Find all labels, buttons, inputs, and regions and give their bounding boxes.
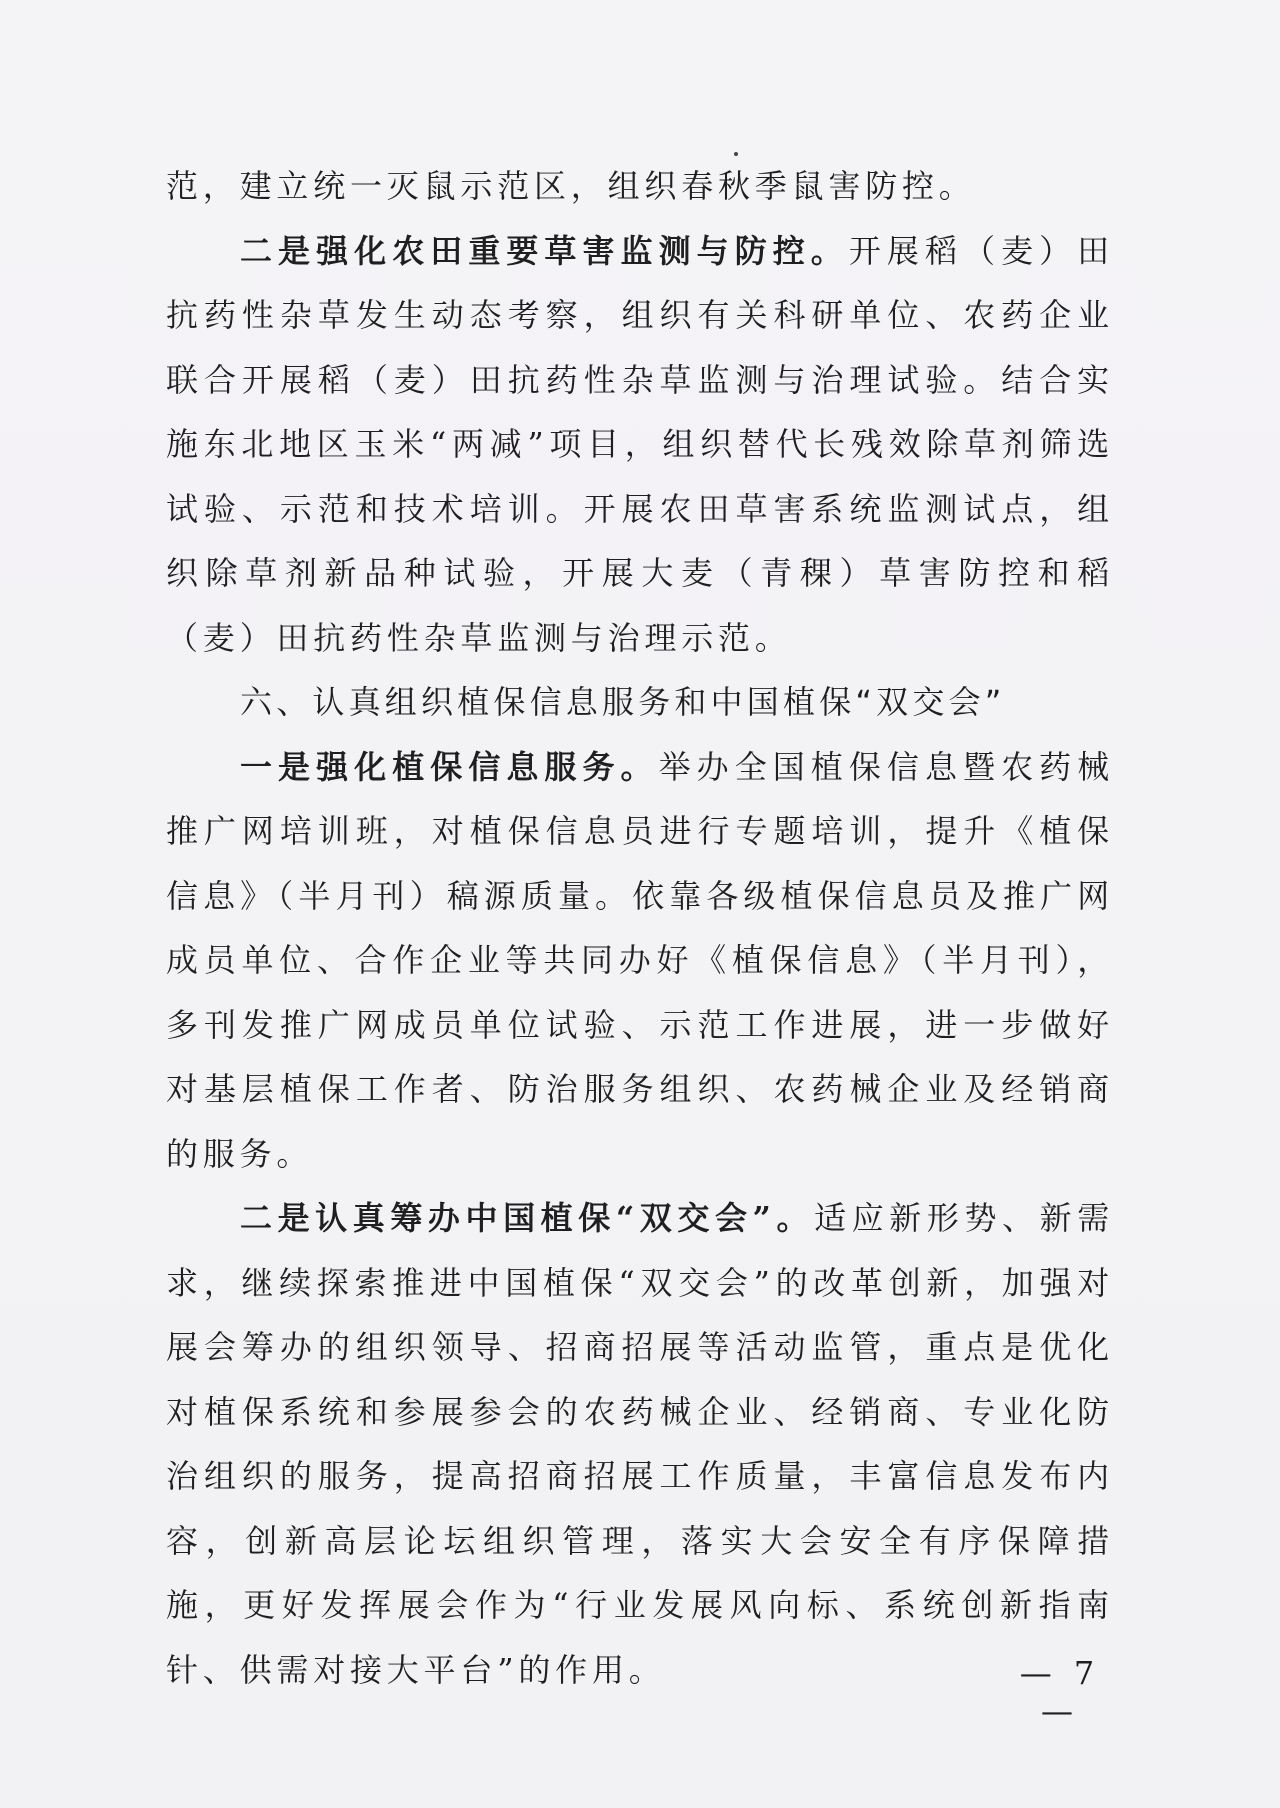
paragraph-lead: 一是强化植保信息服务。 — [240, 747, 659, 786]
paragraph-lead: 二是认真筹办中国植保“双交会”。 — [240, 1199, 815, 1237]
paragraph-weed-control — [166, 219, 1114, 671]
section-heading: 六、认真组织植保信息服务和中国植保“双交会” — [240, 683, 1006, 721]
document-body — [166, 154, 1114, 1702]
paragraph-lead: 二是强化农田重要草害监测与防控。 — [240, 231, 849, 270]
paragraph-expo — [166, 1186, 1114, 1702]
paragraph-info-service — [166, 735, 1114, 1187]
paragraph-text: 范，建立统一灭鼠示范区，组织春秋季鼠害防控。 — [166, 167, 976, 205]
paragraph-text: 开展稻（麦）田抗药性杂草发生动态考察，组织有关科研单位、农药企业联合开展稻（麦）田抗药性杂草监测与治理试验。结合实施东北地区玉米“两减”项目，组织替代长残效除草剂筛选试验、示范和技术培训。开展农田草害系统监测试点，组织除草剂新品种试验，开展大麦（青稞）草害防控和稻（麦）田抗药性杂草监测与治理示范。 — [166, 231, 1114, 657]
paragraph-text: 适应新形势、新需求，继续探索推进中国植保“双交会”的改革创新，加强对展会筹办的组织领导、招商招展等活动监管，重点是优化对植保系统和参展参会的农药械企业、经销商、专业化防治组织的服务，提高招商招展工作质量，丰富信息发布内容，创新高层论坛组织管理，落实大会安全有序保障措施，更好发挥展会作为“行业发展风向标、系统创新指南针、供需对接大平台”的作用。 — [166, 1199, 1114, 1689]
paragraph-text: 举办全国植保信息暨农药械推广网培训班，对植保信息员进行专题培训，提升《植保信息》（半月刊）稿源质量。依靠各级植保信息员及推广网成员单位、合作企业等共同办好《植保信息》（半月刊），多刊发推广网成员单位试验、示范工作进展，进一步做好对基层植保工作者、防治服务组织、农药械企业及经销商的服务。 — [166, 747, 1114, 1173]
paragraph-continuation — [166, 154, 1114, 219]
page-number: — 7 — — [1019, 1654, 1101, 1730]
